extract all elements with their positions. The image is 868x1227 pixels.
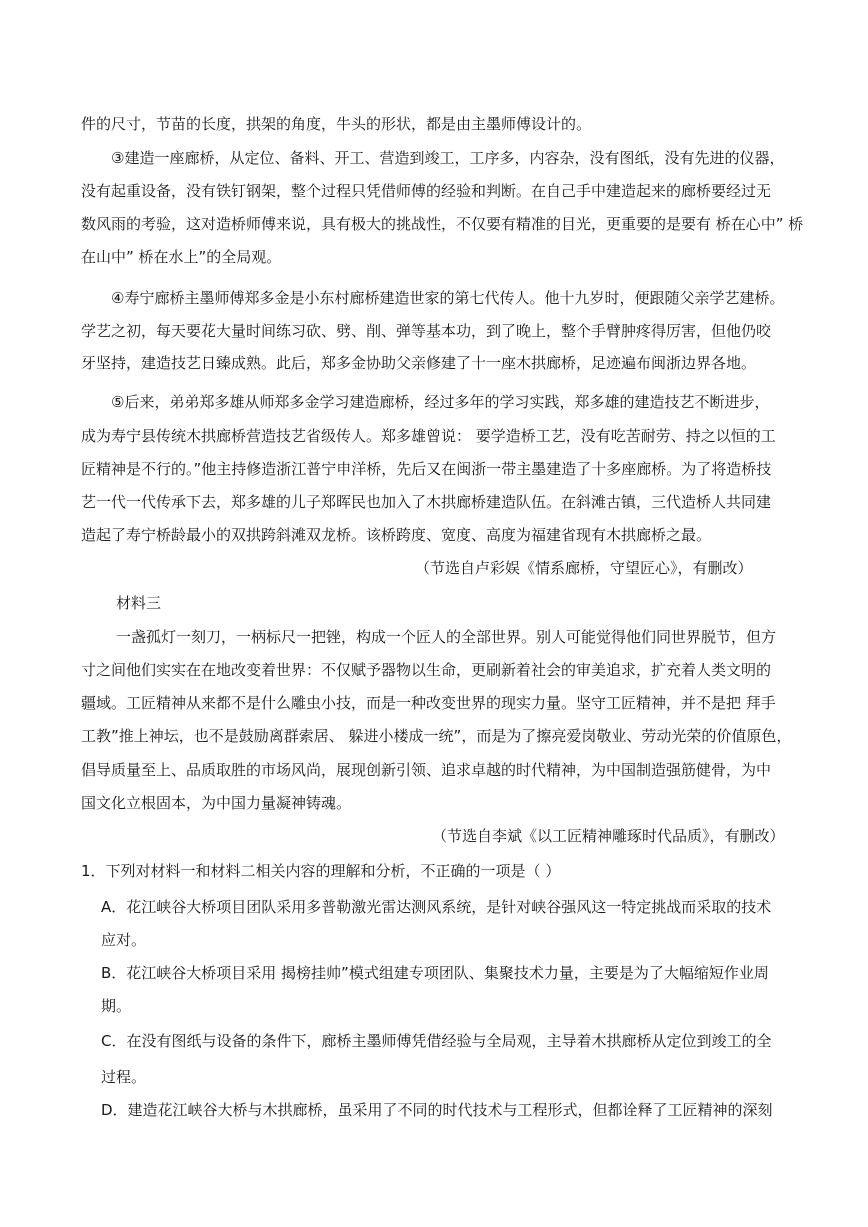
option-c: C．在没有图纸与设备的条件下，廊桥主墨师傅凭借经验与全局观，主导着木拱廊桥从定位到竣工的全: [101, 1032, 772, 1050]
text-line: 艺一代一代传承下去，郑多雄的儿子郑晖民也加入了木拱廊桥建造队伍。在斜滩古镇，三代造桥人共同建: [81, 493, 772, 511]
text-line: 工教”推上神坛，也不是鼓励离群索居、 躲进小楼成一统”，而是为了擦亮爱岗敬业、劳动光荣的价值原色，: [81, 727, 792, 745]
option-a: A．花江峡谷大桥项目团队采用多普勒激光雷达测风系统，是针对峡谷强风这一特定挑战而采取的技术: [101, 898, 772, 916]
text-line: 学艺之初，每天要花大量时间练习砍、劈、削、弹等基本功，到了晚上，整个手臂肿疼得厉害，但他仍咬: [81, 322, 772, 340]
text-line: ③建造一座廊桥，从定位、备料、开工、营造到竣工，工序多，内容杂，没有图纸，没有先进的仪器，: [111, 149, 785, 167]
option-c-cont: 过程。: [101, 1068, 147, 1086]
option-b-cont: 期。: [101, 997, 132, 1015]
option-b: B．花江峡谷大桥项目采用 揭榜挂帅”模式组建专项团队、集聚技术力量，主要是为了大幅缩短作业周: [101, 964, 769, 982]
text-line: ④寿宁廊桥主墨师傅郑多金是小东村廊桥建造世家的第七代传人。他十九岁时，便跟随父亲学艺建桥。: [111, 289, 785, 307]
text-line: 一盏孤灯一刻刀，一柄标尺一把锉，构成一个匠人的全部世界。别人可能觉得他们同世界脱节，但方: [116, 628, 777, 646]
source-citation: （节选自卢彩娱《情系廊桥，守望匠心》，有删改）: [415, 559, 753, 577]
text-line: 倡导质量至上、品质取胜的市场风尚，展现创新引领、追求卓越的时代精神，为中国制造强筋健骨，为中: [81, 761, 772, 779]
text-line: 牙坚持，建造技艺日臻成熟。此后，郑多金协助父亲修建了十一座木拱廊桥，足迹遍布闽浙边界各地。: [81, 354, 757, 372]
text-line: 寸之间他们实实在在地改变着世界：不仅赋予器物以生命，更刷新着社会的审美追求，扩充着人类文明的: [81, 661, 772, 679]
text-line: ⑤后来，弟弟郑多雄从师郑多金学习建造廊桥，经过多年的学习实践，郑多雄的建造技艺不断进步，: [111, 393, 770, 411]
text-line: 数风雨的考验，这对造桥师傅来说，具有极大的挑战性，不仅要有精准的目光，更重要的是要有 桥在心中” 桥: [81, 215, 804, 233]
text-line: 件的尺寸，节苗的长度，拱架的角度，牛头的形状，都是由主墨师傅设计的。: [81, 115, 592, 133]
question-stem: 1．下列对材料一和材料二相关内容的理解和分析，不正确的一项是（ ）: [81, 862, 561, 880]
text-line: 成为寿宁县传统木拱廊桥营造技艺省级传人。郑多雄曾说： 要学造桥工艺，没有吃苦耐劳、持之以恒的工: [81, 427, 776, 445]
text-line: 在山中” 桥在水上”的全局观。: [81, 248, 282, 266]
text-line: 疆域。工匠精神从来都不是什么雕虫小技，而是一种改变世界的现实力量。坚守工匠精神，并不是把 拜手: [81, 694, 776, 712]
section-heading: 材料三: [116, 594, 162, 612]
text-line: 匠精神是不行的。”他主持修造浙江普宁申洋桥，先后又在闽浙一带主墨建造了十多座廊桥。为了将造桥技: [81, 460, 772, 478]
text-line: 造起了寿宁桥龄最小的双拱跨斜滩双龙桥。该桥跨度、宽度、高度为福建省现有木拱廊桥之最。: [81, 526, 712, 544]
source-citation: （节选自李斌《以工匠精神雕琢时代品质》，有删改）: [432, 827, 785, 845]
option-a-cont: 应对。: [101, 931, 147, 949]
text-line: 没有起重设备，没有铁钉钢架，整个过程只凭借师傅的经验和判断。在自己手中建造起来的廊桥要经过无: [81, 182, 772, 200]
option-d: D．建造花江峡谷大桥与木拱廊桥，虽采用了不同的时代技术与工程形式，但都诠释了工匠精神的深刻: [101, 1101, 773, 1119]
text-line: 国文化立根固本，为中国力量凝神铸魂。: [81, 794, 352, 812]
